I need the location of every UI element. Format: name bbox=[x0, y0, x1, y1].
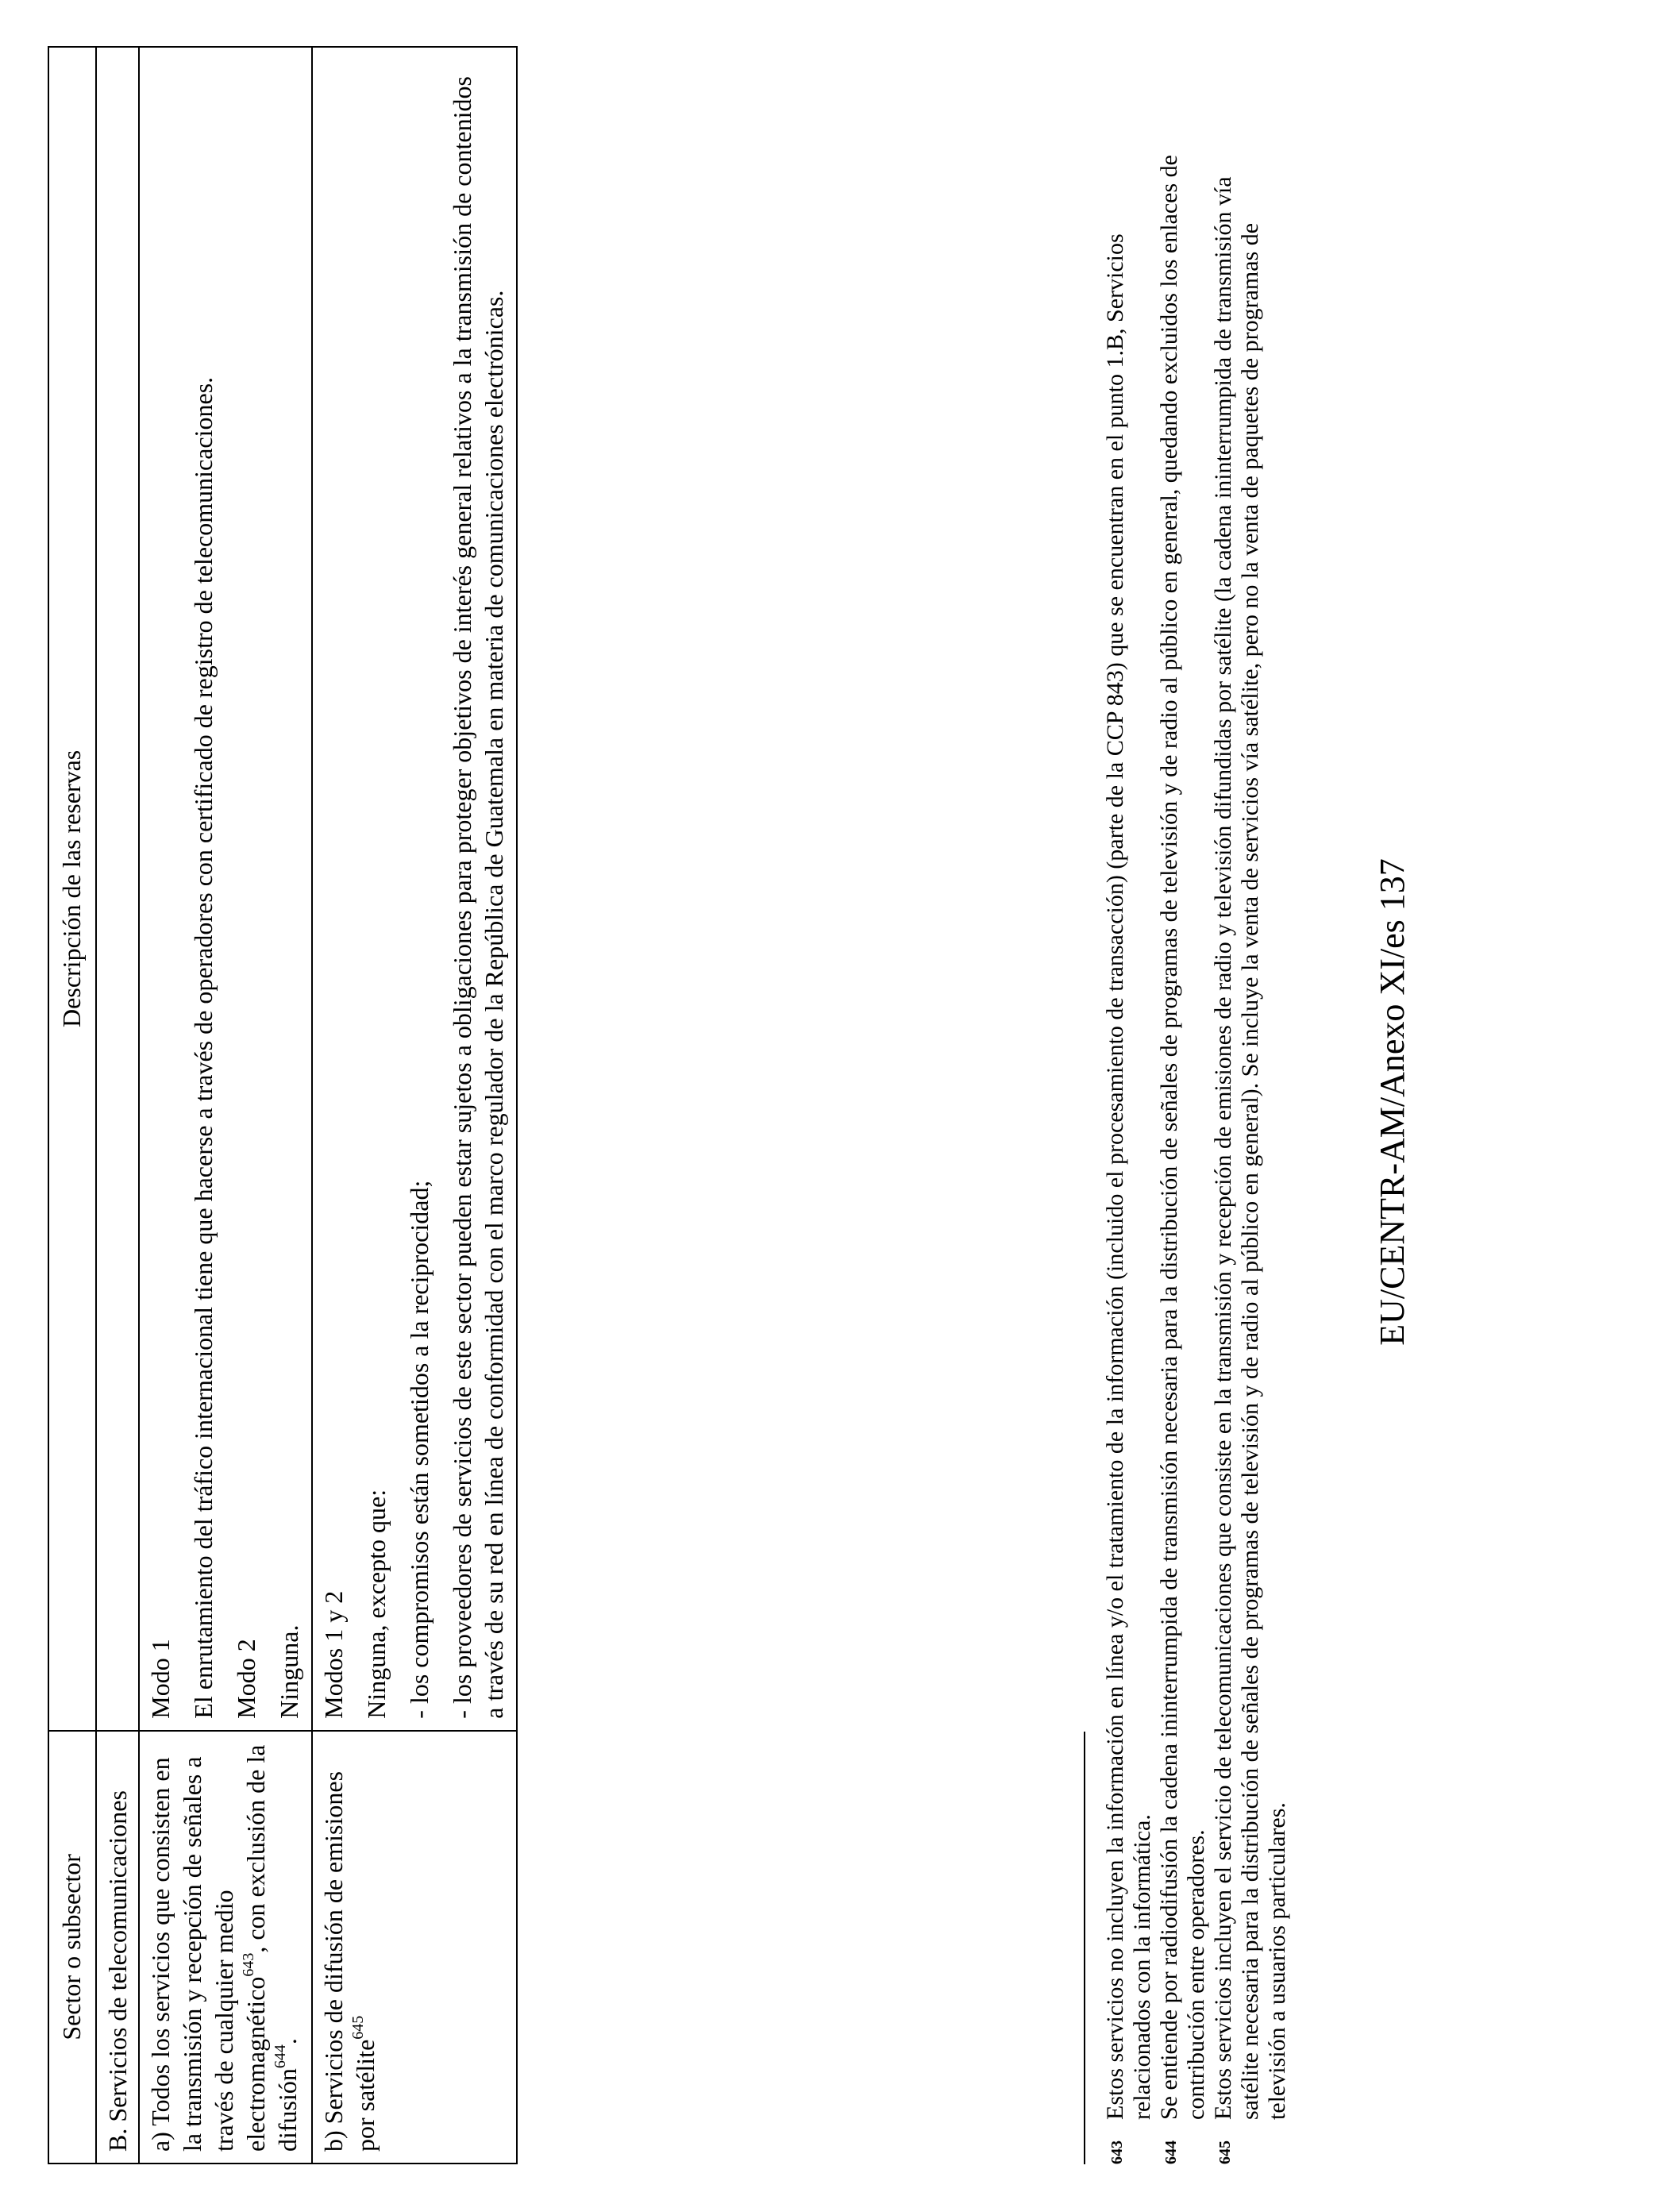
sector-cell bbox=[139, 1731, 312, 2164]
description-paragraph: - los proveedores de servicios de este sector pueden estar sujetos a obligaciones para proteger objetivos de interés general relativos a la transmisión de contenidos a través de su red en línea de conformidad con el marco regulador de la República de Guatemala en materia de comunicaciones electrónicas. bbox=[448, 76, 508, 1719]
footnote bbox=[1102, 132, 1156, 2164]
reservations-table bbox=[48, 46, 518, 2164]
sector-text: a) Todos los servicios que consisten en la transmisión y recepción de señales a través de cualquier medio electromagnético bbox=[146, 1756, 270, 2152]
footnote-number: 643 bbox=[1108, 2140, 1126, 2164]
sector-text: b) Servicios de difusión de emisiones por satélite bbox=[319, 1771, 380, 2152]
footnote-number: 644 bbox=[1162, 2140, 1180, 2164]
footnote-text: Estos servicios incluyen el servicio de telecomunicaciones que consiste en la transmisión y recepción de emisiones de radio y televisión difundidas por satélite (la cadena ininterrumpida de transmisión vía satélite necesaria para la distribución de señales de programas de televisión y de radio al público en general). Se incluye la venta de servicios vía satélite, pero no la venta de paquetes de programas de televisión a usuarios particulares. bbox=[1210, 176, 1290, 2120]
footnote-separator bbox=[1084, 1732, 1085, 2164]
table-header-row bbox=[48, 47, 96, 2164]
sector-cell bbox=[312, 1731, 517, 2164]
description-paragraph: Modo 1 bbox=[146, 1639, 175, 1719]
footnote-text: Estos servicios no incluyen la información en línea y/o el tratamiento de la información (incluido el procesamiento de transacción) (parte de la CCP 843) que se encuentran en el punto 1.B, Servicios relacionados con la informática. bbox=[1102, 233, 1155, 2120]
header-description: Descripción de las reservas bbox=[48, 47, 96, 1731]
footnote-number: 645 bbox=[1216, 2140, 1234, 2164]
footnote-ref[interactable]: 645 bbox=[349, 2015, 368, 2040]
section-row bbox=[96, 47, 139, 2164]
section-empty-cell bbox=[96, 47, 139, 1731]
description-paragraph: - los compromisos están sometidos a la reciprocidad; bbox=[405, 1180, 433, 1719]
footnote-ref[interactable]: 643 bbox=[240, 1952, 258, 1977]
table-row bbox=[312, 47, 517, 2164]
description-paragraph: Ninguna, excepto que: bbox=[362, 1489, 391, 1719]
sector-text-mid: , con exclusión de la difusión bbox=[241, 1744, 302, 2152]
header-sector: Sector o subsector bbox=[48, 1731, 96, 2164]
footnote-text: Se entiende por radiodifusión la cadena ininterrumpida de transmisión necesaria para la distribución de señales de programas de televisión y de radio al público en general, quedando excluidos los enlaces de contribución entre operadores. bbox=[1156, 155, 1209, 2120]
description-paragraph: Ninguna. bbox=[275, 1624, 303, 1719]
description-cell bbox=[312, 47, 517, 1731]
footnote bbox=[1156, 132, 1210, 2164]
table-row bbox=[139, 47, 312, 2164]
description-paragraph: Modos 1 y 2 bbox=[319, 1590, 348, 1719]
page-identifier: EU/CENTR-AM/Anexo XI/es 137 bbox=[1373, 858, 1412, 1346]
sector-text-end: . bbox=[273, 2038, 302, 2045]
footnote-ref[interactable]: 644 bbox=[272, 2044, 290, 2069]
section-title: B. Servicios de telecomunicaciones bbox=[96, 1731, 139, 2164]
footnotes bbox=[1102, 132, 1291, 2164]
description-cell bbox=[139, 47, 312, 1731]
description-paragraph: El enrutamiento del tráfico internacional tiene que hacerse a través de operadores con certificado de registro de telecomunicaciones. bbox=[189, 376, 218, 1719]
description-paragraph: Modo 2 bbox=[232, 1639, 260, 1719]
footnote bbox=[1210, 132, 1291, 2164]
